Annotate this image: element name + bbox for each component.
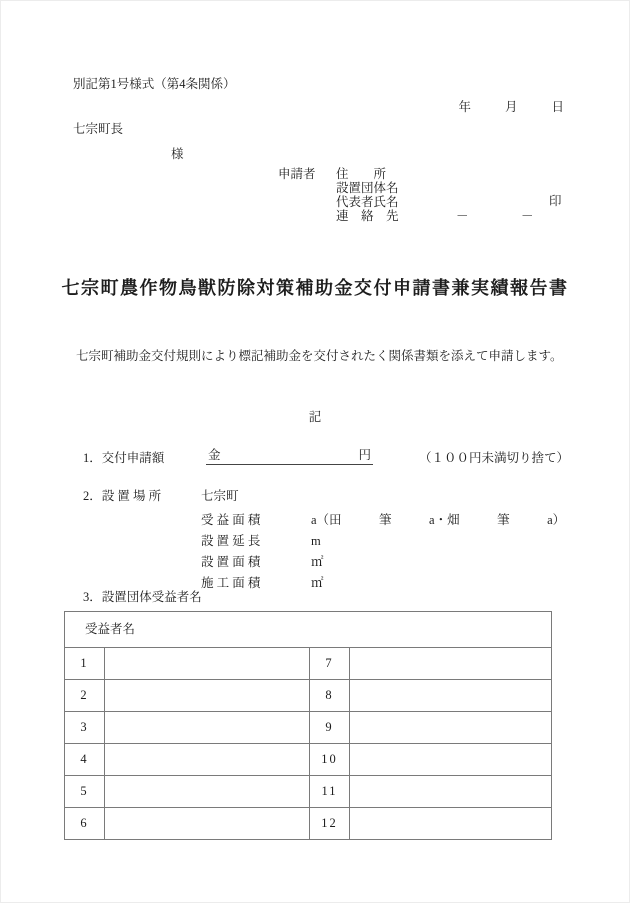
row-number: 10 [310, 744, 350, 776]
row-number: 9 [310, 712, 350, 744]
date-day-label: 日 [551, 100, 564, 114]
table-row [65, 744, 552, 776]
installation-place-value: 七宗町 [201, 489, 239, 503]
table-row [65, 776, 552, 808]
beneficiary-name-cell [105, 712, 310, 744]
beneficiary-name-cell [350, 744, 552, 776]
applicant-address-label: 住 所 [336, 167, 387, 181]
construction-area-unit: ㎡ [311, 576, 324, 590]
applicant-representative-label: 代表者氏名 [336, 195, 399, 209]
contact-dash: － [521, 209, 534, 223]
amount-fill-in-line [206, 448, 373, 465]
row-number: 7 [310, 648, 350, 680]
date-month-label: 月 [504, 100, 518, 114]
applicant-group-name-label: 設置団体名 [336, 181, 399, 195]
beneficiary-table [64, 611, 552, 840]
list-marker-ki: 記 [308, 410, 322, 424]
section1-label: 1．交付申請額 [83, 451, 165, 465]
date-year-label: 年 [458, 100, 471, 114]
installation-area-unit: ㎡ [311, 555, 324, 569]
amount-unit: 円 [358, 448, 371, 463]
beneficiary-name-cell [105, 808, 310, 840]
row-number: 8 [310, 680, 350, 712]
contact-dash: － [456, 209, 469, 223]
date-line [458, 100, 564, 116]
table-row [65, 808, 552, 840]
installation-length-unit: m [311, 534, 321, 548]
beneficiary-name-cell [105, 776, 310, 808]
row-number: 4 [65, 744, 105, 776]
table-row [65, 712, 552, 744]
application-statement: 七宗町補助金交付規則により標記補助金を交付されたく関係書類を添えて申請します。 [76, 349, 563, 363]
benefit-area-value: a（田 筆 a・畑 筆 a） [311, 513, 566, 527]
form-number: 別記第1号様式（第4条関係） [73, 77, 236, 91]
section2-label: 2．設 置 場 所 [83, 489, 162, 503]
applicant-contact-label: 連 絡 先 [336, 209, 399, 223]
addressee-honorific: 様 [171, 147, 184, 161]
row-number: 11 [310, 776, 350, 808]
beneficiary-name-cell [350, 648, 552, 680]
applicant-label: 申請者 [278, 167, 316, 181]
addressee-name: 七宗町長 [73, 122, 124, 136]
amount-prefix: 金 [208, 448, 221, 463]
installation-length-label: 設 置 延 長 [201, 534, 261, 548]
beneficiary-name-cell [350, 712, 552, 744]
beneficiary-name-cell [105, 744, 310, 776]
beneficiary-name-cell [105, 680, 310, 712]
beneficiary-name-cell [350, 680, 552, 712]
beneficiary-name-cell [105, 648, 310, 680]
section1-rounding-note: （１００円未満切り捨て） [419, 451, 570, 465]
beneficiary-name-cell [350, 776, 552, 808]
table-header-row [65, 612, 552, 648]
row-number: 12 [310, 808, 350, 840]
table-row [65, 648, 552, 680]
installation-area-label: 設 置 面 積 [201, 555, 261, 569]
document-title: 七宗町農作物鳥獣防除対策補助金交付申請書兼実績報告書 [61, 278, 569, 298]
row-number: 6 [65, 808, 105, 840]
section3-label: 3．設置団体受益者名 [83, 590, 202, 604]
beneficiary-name-cell [350, 808, 552, 840]
table-row [65, 680, 552, 712]
row-number: 2 [65, 680, 105, 712]
row-number: 3 [65, 712, 105, 744]
row-number: 5 [65, 776, 105, 808]
benefit-area-label: 受 益 面 積 [201, 513, 261, 527]
beneficiary-name-header: 受益者名 [65, 612, 552, 648]
construction-area-label: 施 工 面 積 [201, 576, 261, 590]
seal-mark: 印 [549, 194, 562, 208]
row-number: 1 [65, 648, 105, 680]
